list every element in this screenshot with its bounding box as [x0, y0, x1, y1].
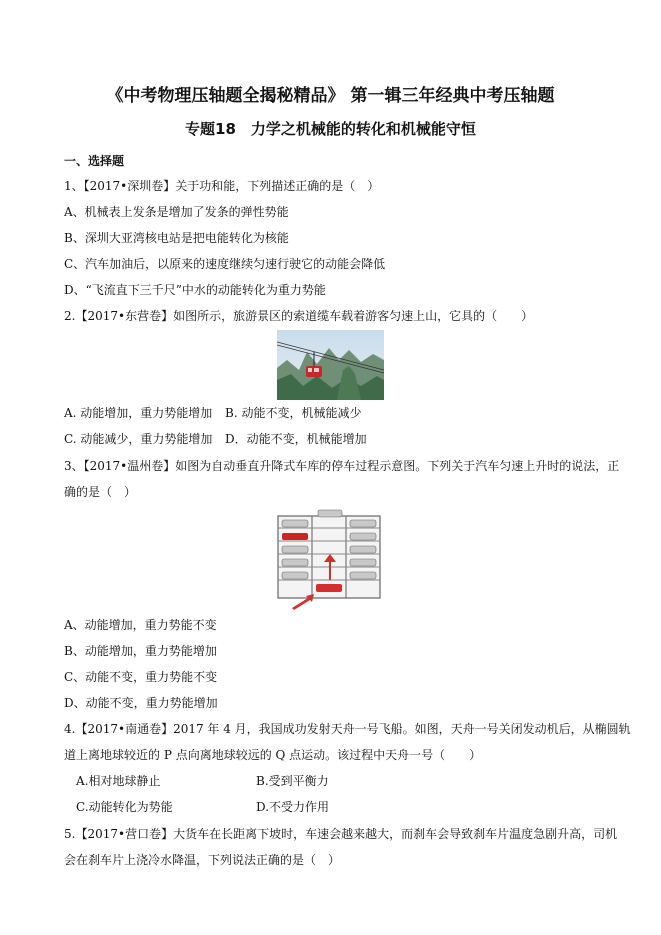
question-2-option-c: C. 动能减少，重力势能增加 [64, 432, 213, 446]
question-1-option-d: D、“飞流直下三千尺”中水的动能转化为重力势能 [64, 283, 326, 297]
question-4-option-d: D.不受力作用 [256, 800, 330, 814]
question-1-option-a: A、机械表上发条是增加了发条的弹性势能 [64, 205, 289, 219]
question-3-stem-line-2: 确的是（ ） [64, 485, 137, 499]
question-5-stem-line-1: 5.【2017•营口卷】大货车在长距离下坡时，车速会越来越大，而刹车会导致刹车片温度急剧升高，司机 [64, 827, 618, 841]
question-1-option-c: C、汽车加油后，以原来的速度继续匀速行驶它的动能会降低 [64, 257, 386, 271]
question-3-stem-line-1: 3、【2017•温州卷】如图为自动垂直升降式车库的停车过程示意图。下列关于汽车匀速上升时的说法，正 [64, 459, 620, 473]
question-3-option-a: A、动能增加，重力势能不变 [64, 618, 217, 632]
question-4-stem-line-1: 4.【2017•南通卷】2017 年 4 月，我国成功发射天舟一号飞船。如图，天舟一号关闭发动机后，从椭圆轨 [64, 722, 631, 736]
garage-figure [266, 508, 396, 612]
question-2-option-d: D．动能不变，机械能增加 [225, 432, 367, 446]
question-2-stem: 2.【2017•东营卷】如图所示，旅游景区的索道缆车载着游客匀速上山，它具的（ ） [64, 309, 534, 323]
question-4-stem-line-2: 道上离地球较近的 P 点向离地球较远的 Q 点运动。该过程中天舟一号（ ） [64, 748, 482, 762]
question-3-option-d: D、动能不变，重力势能增加 [64, 696, 218, 710]
cable-car-figure [277, 330, 384, 400]
question-4-option-b: B.受到平衡力 [256, 774, 329, 788]
question-1-stem: 1、【2017•深圳卷】关于功和能，下列描述正确的是（ ） [64, 179, 380, 193]
question-2-option-b: B. 动能不变，机械能减少 [225, 406, 362, 420]
question-4-option-a: A.相对地球静止 [76, 774, 161, 788]
question-5-stem-line-2: 会在刹车片上浇冷水降温，下列说法正确的是（ ） [64, 853, 341, 867]
document-subtitle: 专题18 力学之机械能的转化和机械能守恒 [185, 120, 476, 138]
question-4-option-c: C.动能转化为势能 [76, 800, 173, 814]
question-2-option-a: A. 动能增加，重力势能增加 [64, 406, 213, 420]
question-3-option-b: B、动能增加，重力势能增加 [64, 644, 217, 658]
question-3-option-c: C、动能不变，重力势能不变 [64, 670, 218, 684]
section-heading: 一、选择题 [64, 154, 125, 168]
question-1-option-b: B、深圳大亚湾核电站是把电能转化为核能 [64, 231, 289, 245]
document-title: 《中考物理压轴题全揭秘精品》 第一辑三年经典中考压轴题 [106, 86, 555, 106]
